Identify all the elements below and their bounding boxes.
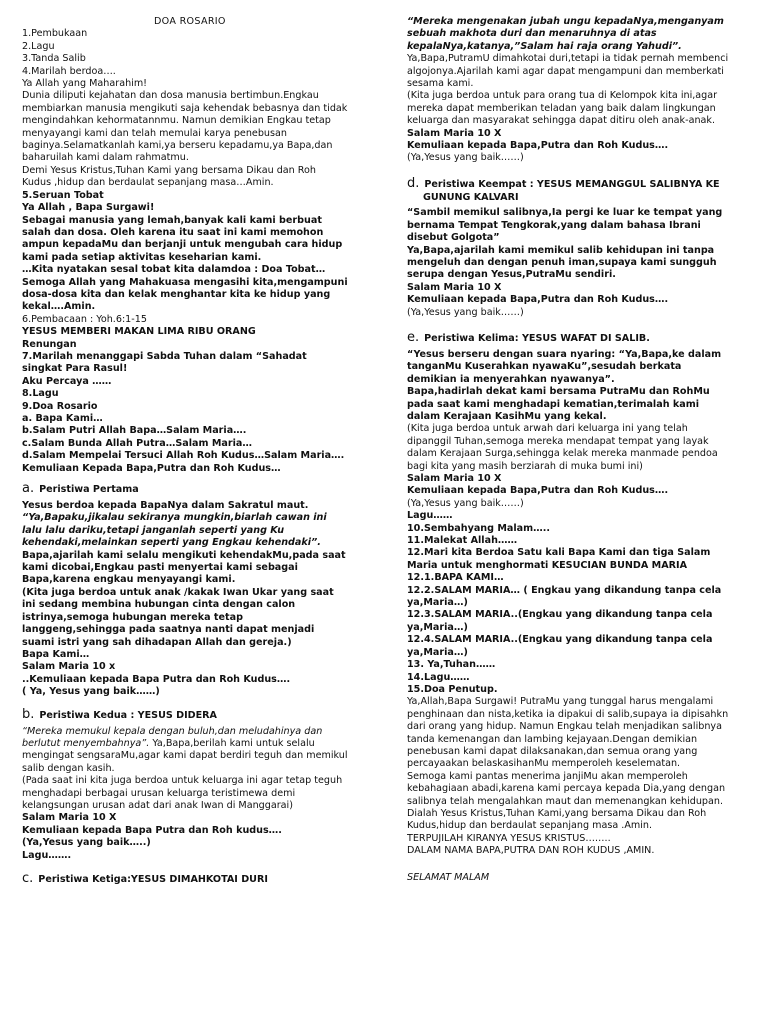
text-line: 5.Seruan Tobat	[22, 189, 104, 201]
text-line: Yesus berdoa kepada BapaNya dalam Sakratul maut.	[22, 500, 309, 512]
text-line: Ya,Bapa,PutramU dimahkotai duri,tetapi ia tidak pernah membenci	[407, 53, 729, 65]
text-line: (Ya,Yesus yang baik……)	[407, 497, 524, 509]
text-line: ini sedang membina hubungan cinta dengan calon	[22, 599, 296, 611]
text-line: Aku Percaya ……	[22, 375, 112, 387]
text-line: d.Salam Mempelai Tersuci Allah Roh Kudus…Salam Maria….	[22, 450, 345, 462]
text-line: menghadapi berbagai urusan keluarga teristimewa demi	[22, 787, 296, 799]
text-line: mengingat sengsaraMu,agar kami dapat berdiri teguh dan memikul	[22, 750, 348, 762]
text-line: tanganMu Kuserahkan nyawaKu”,sesudah berkata	[407, 361, 682, 373]
text-line: salib dengan kasih.	[22, 762, 115, 774]
text-line: serupa dengan Yesus,PutraMu sendiri.	[407, 269, 616, 281]
text-line: Kemuliaan kepada Bapa Putra dan Roh kudus….	[22, 824, 282, 836]
text-line: Bapa,hadirlah dekat kami bersama PutraMu dan RohMu	[407, 386, 710, 398]
section-b-heading	[22, 708, 372, 723]
text-line: penebusan kami dapat dilaksanakan,dan semua orang yang	[407, 745, 698, 757]
opening-block	[22, 28, 372, 475]
text-line: 12.2.SALAM MARIA… ( Engkau yang dikandung tanpa cela	[407, 584, 722, 596]
text-line: 9.Doa Rosario	[22, 400, 98, 412]
text-line: sebuah makhota duri dan menaruhnya di atas	[407, 28, 657, 40]
text-line: ( Ya, Yesus yang baik……)	[22, 686, 160, 698]
text-line: Kudus,hidup dan berdaulat sepanjang masa .Amin.	[407, 820, 653, 832]
text-line: (Ya,Yesus yang baik…..)	[22, 837, 151, 849]
text-line: a. Bapa Kami…	[22, 413, 103, 424]
text-line: Demi Yesus Kristus,Tuhan Kami yang bersama Dikau dan Roh	[22, 164, 316, 176]
text-line: 10.Sembahyang Malam…..	[407, 522, 551, 534]
text-line: kekal….Amin.	[22, 301, 96, 313]
text-line: istrinya,semoga hubungan mereka tetap	[22, 611, 243, 623]
section-letter: a.	[22, 481, 35, 497]
text-line-part: Ya,Bapa,berilah kami untuk selalu	[149, 737, 315, 749]
text-line: penghinaan dan nista,ketika ia dipakui di salib,supaya ia dipisahkn	[407, 708, 729, 720]
text-line: langgeng,sehingga pada saatnya nanti dapat menjadi	[22, 624, 315, 636]
text-line: Salam Maria 10 X	[22, 812, 117, 824]
section-title: Peristiwa Kedua : YESUS DIDERA	[39, 709, 217, 721]
section-title: Peristiwa Ketiga:YESUS DIMAHKOTAI DURI	[38, 874, 268, 885]
text-line: Salam Maria 10 X	[407, 127, 502, 139]
text-line: kebahagiaan abadi,karena kami percaya kepada Dia,yang dengan	[407, 783, 726, 795]
text-line: ampun kepadaMu dan berjanji untuk mengubah cara hidup	[22, 239, 343, 251]
section-a-body	[22, 500, 372, 699]
text-line: YESUS MEMBERI MAKAN LIMA RIBU ORANG	[22, 326, 256, 338]
text-line	[22, 738, 372, 750]
text-line: 6.Pembacaan : Yoh.6:1-15	[22, 313, 147, 325]
text-line-part: berlutut menyembahnya”.	[22, 737, 150, 749]
text-line: tanda kemenangan dan lambing kejayaan.Dengan demikian	[407, 733, 698, 745]
text-line: sesama kami.	[407, 78, 474, 90]
text-line: Kemuliaan kepada Bapa,Putra dan Roh Kudus….	[407, 485, 669, 497]
text-line: Lagu……	[407, 510, 453, 522]
text-line: 8.Lagu	[22, 388, 59, 400]
text-line: 12.Mari kita Berdoa Satu kali Bapa Kami dan tiga Salam	[407, 547, 711, 559]
section-b-body	[22, 726, 372, 862]
text-line: “Sambil memikul salibnya,Ia pergi ke luar ke tempat yang	[407, 207, 723, 219]
section-title: Peristiwa Keempat : YESUS MEMANGGUL SALIBNYA KE	[424, 178, 720, 190]
text-line: bernama Tempat Tengkorak,yang dalam bahasa Ibrani	[407, 219, 701, 231]
text-line: membiarkan manusia mengikuti saja kehendak bebasnya dan tidak	[22, 102, 348, 114]
text-line: Bapa,ajarilah kami selalu mengikuti kehendakMu,pada saat	[22, 549, 346, 561]
text-line: Ya,Bapa,ajarilah kami memikul salib kehidupan ini tanpa	[407, 244, 715, 256]
text-line: “Mereka memukul kepala dengan buluh,dan meludahinya dan	[22, 725, 323, 737]
section-title: Peristiwa Pertama	[39, 484, 139, 496]
text-line: Bapa Kami…	[22, 648, 90, 660]
text-line: dipanggil Tuhan,semoga mereka mendapat tempat yang layak	[407, 435, 709, 447]
text-line: Renungan	[22, 338, 77, 350]
text-line: pada saat kami menghadapi kematian,terimalah kami	[407, 398, 700, 410]
text-line: mengindahkan kehormatannmu. Namun demikian Engkau tetap	[22, 115, 331, 127]
section-title-continued: GUNUNG KALVARI	[423, 191, 519, 203]
text-line: Kemuliaan kepada Bapa,Putra dan Roh Kudus….	[407, 140, 669, 152]
text-line: kehendaki,melainkan seperti yang Engkau kehendaki”.	[22, 537, 321, 549]
text-line: TERPUJILAH KIRANYA YESUS KRISTUS……..	[407, 832, 611, 844]
text-line: 13. Ya,Tuhan……	[407, 659, 496, 671]
text-line: 15.Doa Penutup.	[407, 683, 498, 695]
text-line: Dunia diliputi kejahatan dan dosa manusia bertimbun.Engkau	[22, 90, 319, 102]
section-c-continuation	[407, 16, 747, 165]
text-line: lalu lalu dariku,tetapi janganlah seperti yang Ku	[22, 524, 285, 536]
left-column	[22, 16, 372, 890]
text-line: Maria untuk menghormati KESUCIAN BUNDA MARIA	[407, 559, 687, 571]
text-line: salah dan dosa. Oleh karena itu saat ini kami memohon	[22, 226, 324, 238]
text-line: (Kita juga berdoa untuk anak /kakak Iwan Ukar yang saat	[22, 586, 334, 598]
text-line: Semoga Allah yang Mahakuasa mengasihi kita,mengampuni	[22, 276, 348, 288]
text-line: menyayangi kami dan telah memulai karya penebusan	[22, 127, 287, 139]
text-line: c.Salam Bunda Allah Putra…Salam Maria…	[22, 437, 252, 449]
text-line: ya,Maria…)	[407, 597, 468, 609]
text-line: dalam Kerajaan Surga,sehingga kelak mereka manmade pendoa	[407, 448, 718, 460]
text-line: suami istri yang sah dihadapan Allah dan gereja.)	[22, 636, 292, 648]
text-line: Kudus ,hidup dan berdaulat sepanjang masa…Amin.	[22, 177, 274, 189]
section-d-heading	[407, 177, 747, 192]
text-line: Kemuliaan kepada Bapa,Putra dan Roh Kudus….	[407, 294, 669, 306]
text-line: dosa-dosa kita dan kelak menghantar kita ke hidup yang	[22, 288, 331, 300]
text-line: Salam Maria 10 X	[407, 281, 502, 293]
text-line: Ya Allah , Bapa Surgawi!	[22, 202, 155, 214]
section-e-body	[407, 349, 747, 858]
text-line: algojonya.Ajarilah kami agar dapat mengampuni dan memberkati	[407, 65, 724, 77]
section-letter: d.	[407, 175, 420, 191]
text-line: DALAM NAMA BAPA,PUTRA DAN ROH KUDUS ,AMIN.	[407, 845, 655, 857]
document-title: DOA ROSARIO	[154, 16, 226, 27]
text-line: 12.3.SALAM MARIA..(Engkau yang dikandung tanpa cela	[407, 609, 713, 621]
text-line: Lagu…….	[22, 849, 72, 861]
text-line: (Ya,Yesus yang baik……)	[407, 306, 524, 318]
text-line: b.Salam Putri Allah Bapa…Salam Maria….	[22, 425, 247, 437]
text-line: ..Kemuliaan kepada Bapa Putra dan Roh Kudus….	[22, 673, 291, 685]
text-line: …Kita nyatakan sesal tobat kita dalamdoa : Doa Tobat…	[22, 264, 326, 276]
text-line: 14.Lagu……	[407, 671, 470, 683]
text-line: “Ya,Bapaku,jikalau sekiranya mungkin,biarlah cawan ini	[22, 512, 327, 524]
text-line: 1.Pembukaan	[22, 28, 88, 40]
section-letter: b.	[22, 706, 35, 722]
text-line: 12.4.SALAM MARIA..(Engkau yang dikandung tanpa cela	[407, 634, 713, 646]
text-line: Salam Maria 10 x	[22, 661, 116, 673]
section-e-heading	[407, 331, 747, 346]
text-line: baharuilah kami dalam rahmatmu.	[22, 152, 189, 164]
text-line: 7.Marilah menanggapi Sabda Tuhan dalam “Sahadat	[22, 350, 307, 362]
closing-greeting: SELAMAT MALAM	[407, 871, 490, 883]
text-line: Salam Maria 10 X	[407, 473, 502, 484]
text-line: “Mereka mengenakan jubah ungu kepadaNya,menganyam	[407, 16, 724, 27]
text-line: kami dicobai,Engkau pasti menyertai kami sebagai	[22, 562, 298, 574]
text-line: ya,Maria…)	[407, 621, 468, 633]
text-line: 3.Tanda Salib	[22, 53, 86, 65]
text-line: Semoga kami pantas menerima janjiMu akan memperoleh	[407, 770, 688, 782]
text-line: keluarga dan masyarakat sehingga dapat ditiru oleh anak-anak.	[407, 115, 716, 127]
text-line: demikian ia menyerahkan nyawanya”.	[407, 373, 615, 385]
section-c-heading	[22, 872, 372, 887]
text-line: (Kita juga berdoa untuk para orang tua di Kelompok kita ini,agar	[407, 90, 718, 102]
text-line: kepalaNya,katanya,”Salam hai raja orang Yahudi”.	[407, 40, 682, 52]
text-line: bagi kita yang masih berziarah di muka bumi ini)	[407, 460, 643, 472]
text-line: 2.Lagu	[22, 40, 55, 52]
text-line: mengeluh dan dengan penuh iman,supaya kami sungguh	[407, 256, 717, 268]
text-line: percayaakan belaskasihanMu memperoleh keselematan.	[407, 758, 681, 770]
text-line: disebut Golgota”	[407, 232, 500, 244]
text-line: singkat Para Rasul!	[22, 363, 128, 375]
text-line: kelangsungan urusan adat dari anak Iwan di Manggarai)	[22, 799, 293, 811]
text-line: ya,Maria…)	[407, 646, 468, 658]
text-line: (Pada saat ini kita juga berdoa untuk keluarga ini agar tetap teguh	[22, 775, 343, 787]
text-line: Dialah Yesus Kristus,Tuhan Kami,yang bersama Dikau dan Roh	[407, 807, 707, 819]
text-line: kami pada setiap aktivitas keseharian kami.	[22, 251, 262, 263]
section-letter: e.	[407, 329, 420, 345]
section-a-heading	[22, 482, 372, 497]
text-line: Sebagai manusia yang lemah,banyak kali kami berbuat	[22, 214, 322, 226]
text-line: 11.Malekat Allah……	[407, 535, 518, 547]
text-line: “Yesus berseru dengan suara nyaring: “Ya,Bapa,ke dalam	[407, 348, 722, 360]
right-column	[407, 16, 747, 884]
text-line: Bapa,karena engkau menyayangi kami.	[22, 574, 236, 586]
text-line: dari orang yang hidup. Namun Engkau telah menjadikan salibnya	[407, 721, 722, 733]
section-letter: c.	[22, 871, 34, 886]
text-line: (Ya,Yesus yang baik……)	[407, 152, 524, 164]
text-line: baginya.Selamatkanlah kami,ya berseru kepadamu,ya Bapa,dan	[22, 140, 333, 152]
section-title: Peristiwa Kelima: YESUS WAFAT DI SALIB.	[424, 332, 650, 344]
text-line: 12.1.BAPA KAMI…	[407, 572, 504, 584]
text-line: Kemuliaan Kepada Bapa,Putra dan Roh Kudus…	[22, 462, 281, 474]
text-line: dalam Kerajaan KasihMu yang kekal.	[407, 410, 607, 422]
text-line: mereka dapat memberikan teladan yang baik dalam lingkungan	[407, 102, 716, 114]
text-line: Ya Allah yang Maharahim!	[22, 78, 148, 90]
text-line: Ya,Allah,Bapa Surgawi! PutraMu yang tunggal harus mengalami	[407, 696, 714, 708]
section-d-body	[407, 207, 747, 319]
text-line: (Kita juga berdoa untuk arwah dari keluarga ini yang telah	[407, 423, 688, 435]
text-line: 4.Marilah berdoa….	[22, 65, 116, 77]
text-line: salibnya telah mengalahkan maut dan memenangkan kehidupan.	[407, 795, 724, 807]
